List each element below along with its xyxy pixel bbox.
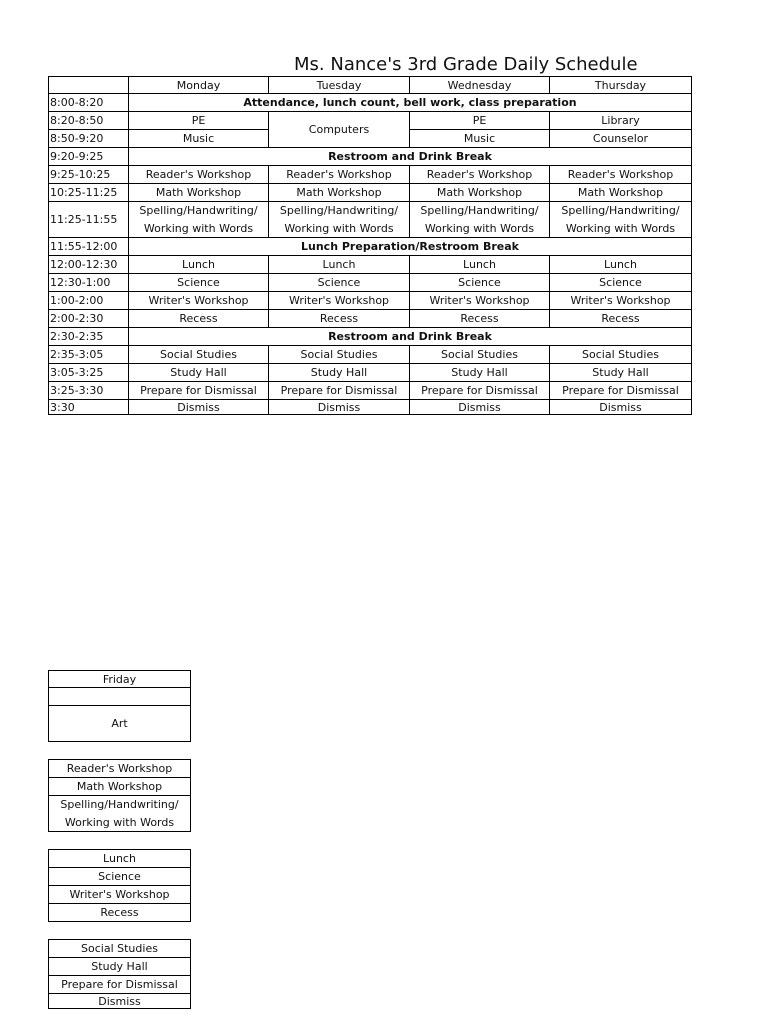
monday-cell: Social Studies xyxy=(129,346,269,364)
thursday-cell: Lunch xyxy=(550,256,692,274)
table-row xyxy=(49,382,692,400)
wednesday-cell: Music xyxy=(410,130,550,148)
span-activity-cell: Lunch Preparation/Restroom Break xyxy=(129,238,692,256)
monday-cell: Math Workshop xyxy=(129,184,269,202)
thursday-cell: Study Hall xyxy=(550,364,692,382)
friday-cell: Recess xyxy=(49,904,191,922)
table-row xyxy=(49,148,692,166)
tuesday-cell: Dismiss xyxy=(269,400,410,415)
table-row xyxy=(49,328,692,346)
friday-cell: Reader's Workshop xyxy=(49,760,191,778)
tuesday-cell: Prepare for Dismissal xyxy=(269,382,410,400)
wednesday-cell: Spelling/Handwriting/ xyxy=(410,202,550,220)
schedule-table xyxy=(48,76,692,415)
table-row xyxy=(49,400,692,415)
day-header-thursday: Thursday xyxy=(550,77,692,94)
time-cell: 11:25-11:55 xyxy=(49,202,129,238)
tuesday-cell: Math Workshop xyxy=(269,184,410,202)
span-activity-cell: Restroom and Drink Break xyxy=(129,328,692,346)
monday-cell: Working with Words xyxy=(129,220,269,238)
tuesday-cell: Science xyxy=(269,274,410,292)
friday-art-cell: Art xyxy=(49,706,191,742)
thursday-cell: Recess xyxy=(550,310,692,328)
day-header-tuesday: Tuesday xyxy=(269,77,410,94)
time-cell: 8:00-8:20 xyxy=(49,94,129,112)
time-cell: 12:00-12:30 xyxy=(49,256,129,274)
thursday-cell: Spelling/Handwriting/ xyxy=(550,202,692,220)
monday-cell: Writer's Workshop xyxy=(129,292,269,310)
table-row xyxy=(49,166,692,184)
monday-cell: Music xyxy=(129,130,269,148)
table-row xyxy=(49,292,692,310)
span-activity-cell: Attendance, lunch count, bell work, class preparation xyxy=(129,94,692,112)
monday-cell: Spelling/Handwriting/ xyxy=(129,202,269,220)
table-row xyxy=(49,274,692,292)
tuesday-cell: Writer's Workshop xyxy=(269,292,410,310)
wednesday-cell: Lunch xyxy=(410,256,550,274)
time-cell: 2:35-3:05 xyxy=(49,346,129,364)
time-cell: 3:25-3:30 xyxy=(49,382,129,400)
friday-cell: Science xyxy=(49,868,191,886)
day-header-monday: Monday xyxy=(129,77,269,94)
monday-cell: Science xyxy=(129,274,269,292)
friday-cell: Writer's Workshop xyxy=(49,886,191,904)
friday-cell: Social Studies xyxy=(49,940,191,958)
thursday-cell: Dismiss xyxy=(550,400,692,415)
time-cell: 2:00-2:30 xyxy=(49,310,129,328)
monday-cell: Recess xyxy=(129,310,269,328)
tuesday-cell: Computers xyxy=(269,112,410,148)
wednesday-cell: Math Workshop xyxy=(410,184,550,202)
monday-cell: PE xyxy=(129,112,269,130)
day-header-wednesday: Wednesday xyxy=(410,77,550,94)
corner-cell xyxy=(49,77,129,94)
monday-cell: Reader's Workshop xyxy=(129,166,269,184)
monday-cell: Prepare for Dismissal xyxy=(129,382,269,400)
table-row xyxy=(49,112,692,130)
span-activity-cell: Restroom and Drink Break xyxy=(129,148,692,166)
tuesday-cell: Social Studies xyxy=(269,346,410,364)
wednesday-cell: Recess xyxy=(410,310,550,328)
friday-cell: Lunch xyxy=(49,850,191,868)
time-cell: 8:50-9:20 xyxy=(49,130,129,148)
friday-cell: Prepare for Dismissal xyxy=(49,976,191,994)
friday-blank-cell xyxy=(49,832,191,850)
thursday-cell: Library xyxy=(550,112,692,130)
wednesday-cell: Prepare for Dismissal xyxy=(410,382,550,400)
friday-cell: Dismiss xyxy=(49,994,191,1009)
friday-cell: Study Hall xyxy=(49,958,191,976)
table-row xyxy=(49,202,692,220)
time-cell: 3:30 xyxy=(49,400,129,415)
table-row xyxy=(49,364,692,382)
table-row xyxy=(49,238,692,256)
friday-blank-cell xyxy=(49,688,191,706)
time-cell: 10:25-11:25 xyxy=(49,184,129,202)
time-cell: 2:30-2:35 xyxy=(49,328,129,346)
thursday-cell: Writer's Workshop xyxy=(550,292,692,310)
tuesday-cell: Working with Words xyxy=(269,220,410,238)
tuesday-cell: Study Hall xyxy=(269,364,410,382)
friday-table xyxy=(48,670,191,1009)
table-row xyxy=(49,346,692,364)
thursday-cell: Science xyxy=(550,274,692,292)
thursday-cell: Math Workshop xyxy=(550,184,692,202)
monday-cell: Dismiss xyxy=(129,400,269,415)
time-cell: 1:00-2:00 xyxy=(49,292,129,310)
thursday-cell: Working with Words xyxy=(550,220,692,238)
wednesday-cell: Working with Words xyxy=(410,220,550,238)
time-cell: 8:20-8:50 xyxy=(49,112,129,130)
thursday-cell: Prepare for Dismissal xyxy=(550,382,692,400)
tuesday-cell: Recess xyxy=(269,310,410,328)
page-title: Ms. Nance's 3rd Grade Daily Schedule xyxy=(294,54,638,75)
time-cell: 9:20-9:25 xyxy=(49,148,129,166)
wednesday-cell: Social Studies xyxy=(410,346,550,364)
table-row xyxy=(49,184,692,202)
tuesday-cell: Reader's Workshop xyxy=(269,166,410,184)
tuesday-cell: Spelling/Handwriting/ xyxy=(269,202,410,220)
friday-cell: Working with Words xyxy=(49,814,191,832)
friday-blank-cell xyxy=(49,742,191,760)
table-row xyxy=(49,310,692,328)
wednesday-cell: Science xyxy=(410,274,550,292)
header-row xyxy=(49,77,692,94)
table-row xyxy=(49,94,692,112)
thursday-cell: Counselor xyxy=(550,130,692,148)
monday-cell: Study Hall xyxy=(129,364,269,382)
wednesday-cell: PE xyxy=(410,112,550,130)
time-cell: 12:30-1:00 xyxy=(49,274,129,292)
friday-blank-cell xyxy=(49,922,191,940)
thursday-cell: Social Studies xyxy=(550,346,692,364)
table-row xyxy=(49,220,692,238)
friday-cell: Math Workshop xyxy=(49,778,191,796)
time-cell: 9:25-10:25 xyxy=(49,166,129,184)
wednesday-cell: Dismiss xyxy=(410,400,550,415)
table-row xyxy=(49,256,692,274)
monday-cell: Lunch xyxy=(129,256,269,274)
time-cell: 11:55-12:00 xyxy=(49,238,129,256)
wednesday-cell: Reader's Workshop xyxy=(410,166,550,184)
day-header-friday: Friday xyxy=(49,671,191,688)
wednesday-cell: Study Hall xyxy=(410,364,550,382)
tuesday-cell: Lunch xyxy=(269,256,410,274)
thursday-cell: Reader's Workshop xyxy=(550,166,692,184)
time-cell: 3:05-3:25 xyxy=(49,364,129,382)
friday-cell: Spelling/Handwriting/ xyxy=(49,796,191,814)
wednesday-cell: Writer's Workshop xyxy=(410,292,550,310)
